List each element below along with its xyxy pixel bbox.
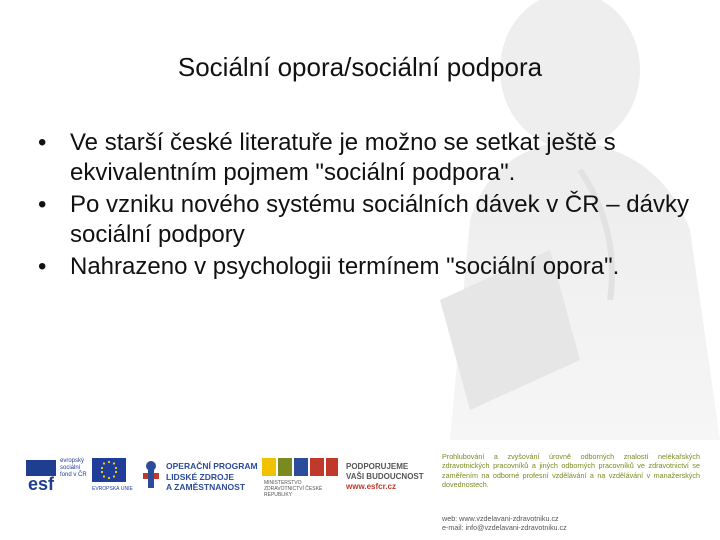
project-description: Prohlubování a zvyšování úrovně odborných znalostí nelékařských zdravotnických pracovníků a jiných odborných pracovníků ve zdravotnictví se zaměřením na odborné profesní vzdělávání a na vzdělávání v manažerských dovednostech.: [442, 452, 700, 489]
op-line: OPERAČNÍ PROGRAM: [166, 461, 258, 471]
op-lzz-icon: [140, 460, 162, 490]
ministry-caption: MINISTERSTVO ZDRAVOTNICTVÍ ČESKÉ REPUBLIKY: [264, 480, 323, 498]
email-line[interactable]: e-mail: info@vzdelavani-zdravotniku.cz: [442, 523, 567, 532]
bullet-item: [36, 128, 696, 188]
support-web-link[interactable]: www.esfcr.cz: [346, 482, 396, 491]
bullet-item: [36, 252, 696, 282]
op-line: LIDSKÉ ZDROJE: [166, 471, 235, 482]
bullet-list: [36, 128, 696, 284]
bullet-marker: •: [38, 129, 47, 156]
support-line: PODPORUJEME: [346, 462, 409, 471]
op-lzz-text: [166, 461, 258, 493]
eu-caption: EVROPSKÁ UNIE: [92, 486, 133, 492]
support-line: VAŠI BUDOUCNOST: [346, 472, 424, 481]
esf-caption: evropský sociální fond v ČR: [60, 458, 87, 478]
bullet-marker: •: [38, 253, 47, 280]
eu-flag-logo: [92, 458, 126, 482]
web-line[interactable]: web: www.vzdelavani-zdravotniku.cz: [442, 514, 559, 523]
bullet-marker: •: [38, 191, 47, 218]
svg-text:esf: esf: [28, 474, 55, 494]
bullet-text: Nahrazeno v psychologii termínem "sociální opora".: [70, 253, 620, 280]
contact-info: [442, 514, 567, 532]
bullet-text: Po vzniku nového systému sociálních dávek v ČR – dávky sociální podpory: [70, 191, 689, 248]
bullet-item: [36, 190, 696, 250]
support-text: [346, 462, 424, 492]
op-line: A ZAMĚSTNANOST: [166, 482, 246, 492]
bullet-text: Ve starší české literatuře je možno se setkat ještě s ekvivalentním pojmem "sociální podpora".: [70, 129, 616, 186]
ministry-logo: [262, 456, 338, 478]
slide-title: Sociální opora/sociální podpora: [177, 52, 543, 82]
